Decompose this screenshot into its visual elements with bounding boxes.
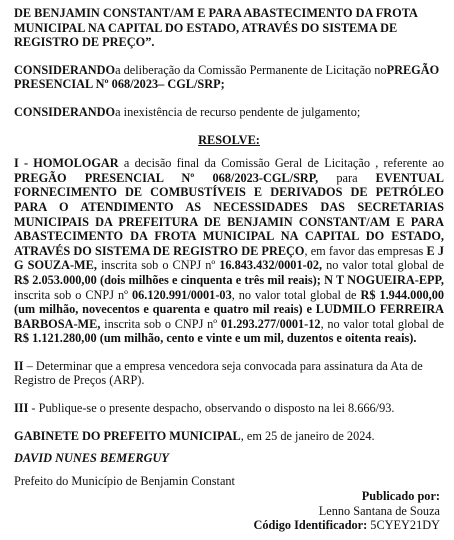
gabinete-date: , em 25 de janeiro de 2024.: [240, 428, 375, 443]
pregao-reference: PREGÃO PRESENCIAL Nº 068/2023– CGL/SRP;: [14, 62, 440, 92]
header-title: [14, 6, 444, 50]
header-line-1: DE BENJAMIN CONSTANT/AM E PARA ABASTECIMENTO DA FROTA: [14, 6, 418, 20]
item-prefix: III: [14, 401, 29, 416]
company-name: E J G SOUZA-ME,: [14, 243, 444, 273]
item-determinar: [14, 359, 444, 388]
item-text: inscrita sob o CNPJ nº: [96, 258, 220, 273]
item-text: , em favor das empresas: [304, 243, 427, 258]
identifier-label: Código Identificador:: [253, 518, 368, 533]
value: R$ 2.053.000,00 (dois milhões e cinquenta e três mil reais);: [14, 272, 321, 287]
publication-label: Publicado por:: [361, 489, 440, 503]
item-text: no valor total global de: [322, 258, 444, 273]
identifier-code: 5CYEY21DY: [367, 518, 440, 533]
item-text: para: [318, 170, 376, 185]
resolve-heading: RESOLVE:: [198, 132, 260, 147]
considerando-deliberacao: [14, 63, 444, 92]
gabinete-line: [14, 429, 444, 444]
company-name: N T NOGUEIRA-EPP,: [320, 272, 444, 287]
publication-block: [253, 489, 440, 533]
item-text: – Determinar que a empresa vencedora seja convocada para assinatura da Ata de Registro de Preços (ARP).: [14, 358, 423, 388]
value: R$ 1.121.280,00 (um milhão, cento e vinte e um mil, duzentos e oitenta reais).: [14, 331, 417, 346]
value: R$ 1.944.000,00 (um milhão, novecentos e quarenta e quatro mil reais) e LUDMILO FERREIRA BARBOSA-ME,: [14, 287, 445, 331]
header-line-3: REGISTRO DE PREÇO”.: [14, 35, 155, 50]
item-text: , no valor total global de: [231, 287, 361, 302]
item-text: a decisão final da Comissão Geral de Licitação , referente ao: [118, 156, 444, 171]
considerando-text: a inexistência de recurso pendente de julgamento;: [115, 104, 361, 119]
considerando-label: CONSIDERANDO: [14, 104, 116, 119]
gabinete-label: GABINETE DO PREFEITO MUNICIPAL: [14, 428, 241, 443]
signature-name: DAVID NUNES BEMERGUY: [14, 451, 169, 466]
item-text: - Publique-se o presente despacho, observando o disposto na lei 8.666/93.: [28, 401, 395, 416]
identifier-line: [253, 518, 440, 533]
header-line-2: MUNICIPAL NA CAPITAL DO ESTADO, ATRAVÉS DO SISTEMA DE: [14, 20, 398, 35]
item-text: , no valor total global de: [320, 316, 444, 331]
item-prefix: II: [14, 358, 24, 373]
considerando-recurso: [14, 105, 444, 120]
item-publique: [14, 401, 444, 416]
item-prefix: I - HOMOLOGAR: [14, 156, 119, 171]
signature-role: Prefeito do Município de Benjamin Constant: [14, 473, 235, 488]
cnpj: 06.120.991/0001-03: [131, 287, 232, 302]
item-bold: PREGÃO PRESENCIAL Nº 068/2023-CGL/SRP,: [14, 170, 319, 185]
item-homologar: [14, 156, 444, 346]
publisher-name: Lenno Santana de Souza: [318, 503, 440, 518]
cnpj: 16.843.432/0001-02,: [219, 258, 323, 273]
cnpj: 01.293.277/0001-12: [220, 316, 321, 331]
item-object: EVENTUAL FORNECIMENTO DE COMBUSTÍVEIS E DERIVADOS DE PETRÓLEO PARA O ATENDIMENTO AS NECESSIDADES DAS SECRETARIAS MUNICIPAIS DA PREFEITURA DE BENJAMIN CONSTANT/AM E PARA ABASTECIMENTO DA FROTA MUNICIPAL NA CAPITAL DO ESTADO, ATRAVÉS DO SISTEMA DE REGISTRO DE PREÇO: [14, 170, 444, 258]
considerando-label: CONSIDERANDO: [14, 62, 116, 77]
item-text: inscrita sob o CNPJ nº: [100, 316, 221, 331]
considerando-text: a deliberação da Comissão Permanente de Licitação no: [115, 62, 387, 77]
item-text: inscrita sob o CNPJ nº: [14, 287, 132, 302]
